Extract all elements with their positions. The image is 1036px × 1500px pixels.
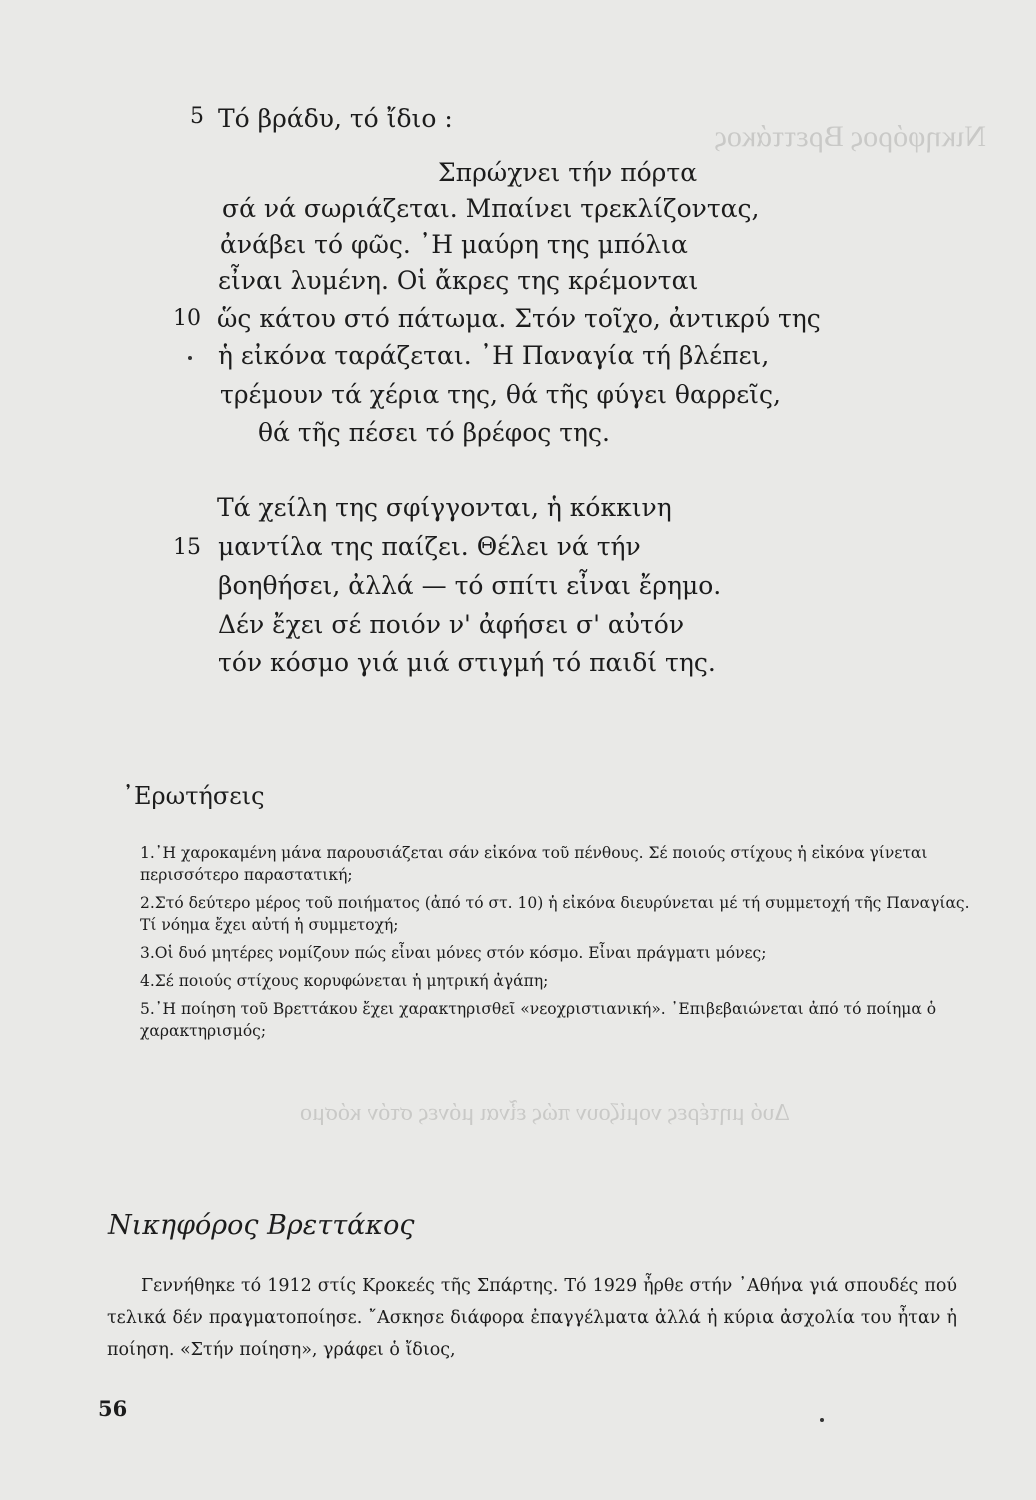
question-item: 2.Στό δεύτερο μέρος τοῦ ποιήματος (ἀπό τό στ. 10) ἡ εἰκόνα διευρύνεται μέ τή συμμετοχή τῆς Παναγίας. Τί νόημα ἔχει αὐτή ἡ συμμετοχή; xyxy=(140,894,970,934)
poem-line: Δέν ἔχει σέ ποιόν ν' ἀφήσει σ' αὐτόν xyxy=(218,610,685,639)
poem-line: θά τῆς πέσει τό βρέφος της. xyxy=(258,418,610,447)
poem-line: εἶναι λυμένη. Οἱ ἄκρες της κρέμονται xyxy=(218,266,699,295)
line-number-5: 5 xyxy=(190,104,204,129)
poem-line: τόν κόσμο γιά μιά στιγμή τό παιδί της. xyxy=(218,648,716,677)
question-item: 1.᾿Η χαροκαμένη μάνα παρουσιάζεται σάν εἰκόνα τοῦ πένθους. Σέ ποιούς στίχους ἡ εἰκόνα γίνεται περισσότερο παραστατική; xyxy=(140,844,928,884)
poem-line: τρέμουν τά χέρια της, θά τῆς φύγει θαρρεῖς, xyxy=(220,380,781,409)
poem-line: μαντίλα της παίζει. Θέλει νά τήν xyxy=(218,532,641,561)
show-through-title: Νικηφόρος Βρεττάκος xyxy=(715,120,986,153)
author-bio: Γεννήθηκε τό 1912 στίς Κροκεές τῆς Σπάρτης. Τό 1929 ἦρθε στήν ᾿Αθήνα γιά σπουδές πού τελικά δέν πραγματοποίησε. ῎Ασκησε διάφορα ἐπαγγέλματα ἀλλά ἡ κύρια ἀσχολία του ἦταν ἡ ποίηση. «Στήν ποίηση», γράφει ὁ ἴδιος, xyxy=(107,1276,957,1360)
poem-line: ὥς κάτου στό πάτωμα. Στόν τοῖχο, ἀντικρύ της xyxy=(217,304,821,333)
poem-line: σά νά σωριάζεται. Μπαίνει τρεκλίζοντας, xyxy=(222,194,760,223)
page-number: 56 xyxy=(98,1396,128,1421)
poem-line: βοηθήσει, ἀλλά — τό σπίτι εἶναι ἔρημο. xyxy=(218,571,722,600)
questions-list xyxy=(140,842,970,1048)
show-through-subtitle: Δυό μητέρες νομίζουν πώς εἶναι μόνες στόν κόσμο xyxy=(300,1100,790,1126)
poem-line: ἡ εἰκόνα ταράζεται. ᾿Η Παναγία τή βλέπει, xyxy=(218,341,770,370)
line-number-10: 10 xyxy=(173,306,201,331)
poem-line: Τό βράδυ, τό ἴδιο : xyxy=(218,104,453,133)
poem-line: Τά χείλη της σφίγγονται, ἡ κόκκινη xyxy=(217,493,672,522)
ink-speck xyxy=(820,1418,824,1422)
poem-line: Σπρώχνει τήν πόρτα xyxy=(438,158,698,187)
ink-speck xyxy=(188,356,192,360)
line-number-15: 15 xyxy=(173,535,201,560)
author-name: Νικηφόρος Βρεττάκος xyxy=(108,1210,415,1241)
question-item: 3.Οἱ δυό μητέρες νομίζουν πώς εἶναι μόνες στόν κόσμο. Εἶναι πράγματι μόνες; xyxy=(140,944,767,962)
question-item: 5.᾿Η ποίηση τοῦ Βρεττάκου ἔχει χαρακτηρισθεῖ «νεοχριστιανική». ᾿Επιβεβαιώνεται ἀπό τό ποίημα ὁ χαρακτηρισμός; xyxy=(140,1000,937,1040)
poem-line: ἀνάβει τό φῶς. ᾿Η μαύρη της μπόλια xyxy=(220,230,688,259)
questions-heading: ᾿Ερωτήσεις xyxy=(122,782,265,810)
question-item: 4.Σέ ποιούς στίχους κορυφώνεται ἡ μητρική ἀγάπη; xyxy=(140,972,549,990)
